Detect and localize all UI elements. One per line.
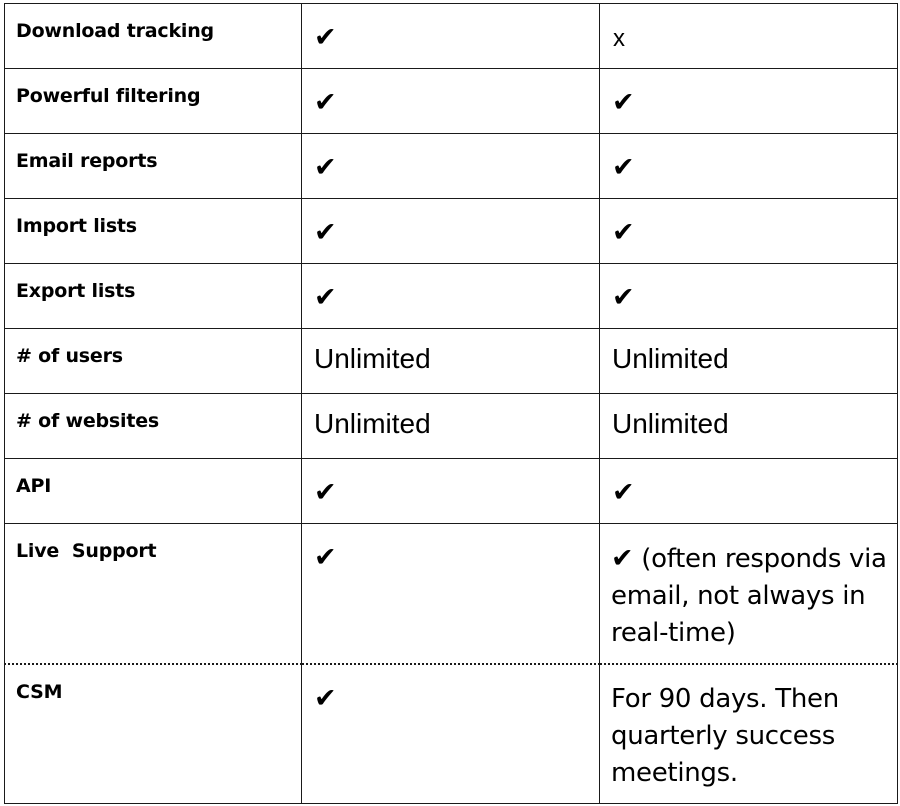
checkmark-icon: ✔ <box>612 152 635 183</box>
value-cell <box>600 664 898 804</box>
value-cell <box>302 664 600 804</box>
value-cell <box>302 394 600 459</box>
checkmark-icon: ✔ <box>612 87 635 118</box>
note-text: (often responds via email, not always in real-time) <box>611 544 887 648</box>
feature-label: Export lists <box>16 280 136 302</box>
feature-label: Email reports <box>16 150 158 172</box>
value-cell <box>600 69 898 134</box>
value-cell <box>302 199 600 264</box>
feature-cell <box>5 664 302 804</box>
table-row <box>5 329 898 394</box>
value-cell <box>302 329 600 394</box>
table-row <box>5 4 898 69</box>
table-row <box>5 199 898 264</box>
feature-label: # of users <box>16 345 123 367</box>
table-row <box>5 69 898 134</box>
checkmark-icon: ✔ <box>314 477 337 508</box>
checkmark-icon: ✔ <box>314 217 337 248</box>
feature-cell <box>5 524 302 664</box>
feature-label: Download tracking <box>16 20 214 42</box>
value-cell <box>600 134 898 199</box>
feature-cell <box>5 199 302 264</box>
feature-cell <box>5 459 302 524</box>
checkmark-icon: ✔ <box>314 282 337 313</box>
value-text: Unlimited <box>314 408 431 439</box>
value-cell <box>600 264 898 329</box>
table-row <box>5 394 898 459</box>
checkmark-icon: ✔ <box>314 152 337 183</box>
value-cell <box>600 524 898 664</box>
value-cell <box>302 69 600 134</box>
value-cell <box>302 4 600 69</box>
feature-cell <box>5 264 302 329</box>
feature-label: CSM <box>16 680 63 703</box>
checkmark-icon: ✔ <box>612 477 635 508</box>
checkmark-icon: ✔ <box>314 682 337 714</box>
table-row <box>5 264 898 329</box>
value-text: Unlimited <box>612 408 729 439</box>
checkmark-icon: ✔ <box>612 217 635 248</box>
checkmark-icon: ✔ <box>612 282 635 313</box>
table-row <box>5 664 898 804</box>
table-row <box>5 524 898 664</box>
value-cell <box>302 264 600 329</box>
checkmark-icon: ✔ <box>314 22 337 53</box>
value-text: Unlimited <box>612 343 729 374</box>
value-cell <box>302 524 600 664</box>
feature-cell <box>5 394 302 459</box>
checkmark-icon: ✔ <box>611 543 634 574</box>
value-cell <box>600 4 898 69</box>
value-cell <box>600 459 898 524</box>
value-cell <box>600 199 898 264</box>
table-row <box>5 459 898 524</box>
feature-cell <box>5 69 302 134</box>
comparison-table <box>4 3 898 804</box>
feature-cell <box>5 4 302 69</box>
feature-cell <box>5 329 302 394</box>
value-cell <box>302 134 600 199</box>
value-note: For 90 days. Then quarterly success meetings. <box>611 683 839 788</box>
checkmark-icon: ✔ <box>314 87 337 118</box>
value-text: Unlimited <box>314 343 431 374</box>
feature-label: API <box>16 475 52 497</box>
cross-icon: x <box>613 25 625 52</box>
table-row <box>5 134 898 199</box>
feature-label: # of websites <box>16 410 160 432</box>
value-cell <box>600 329 898 394</box>
value-note <box>600 524 897 652</box>
feature-cell <box>5 134 302 199</box>
value-cell <box>600 394 898 459</box>
feature-label: Powerful filtering <box>16 85 201 107</box>
feature-label: Import lists <box>16 215 137 237</box>
value-cell <box>302 459 600 524</box>
checkmark-icon: ✔ <box>314 542 337 573</box>
feature-label: Live Support <box>16 540 157 562</box>
